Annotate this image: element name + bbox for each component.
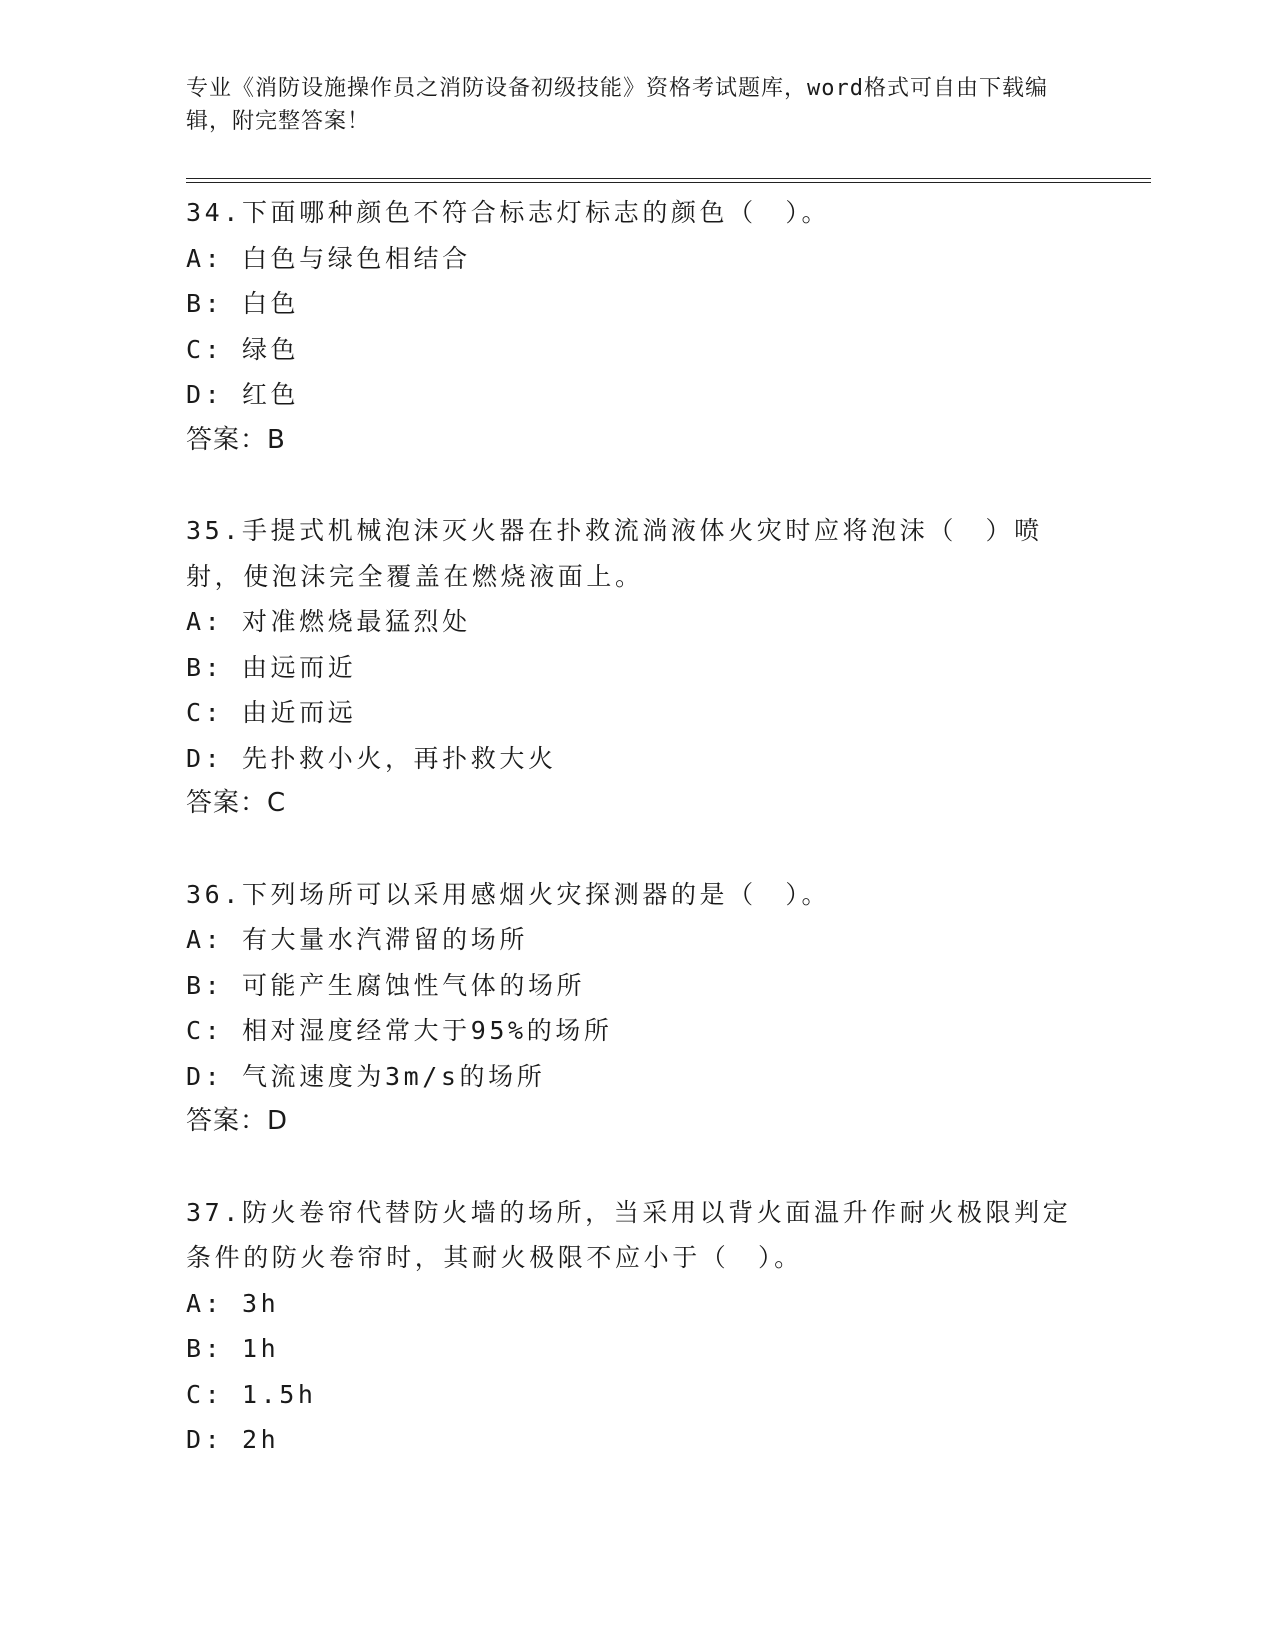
question-36 [186, 872, 1086, 1145]
option-d: D: 气流速度为3m/s的场所 [186, 1061, 546, 1091]
option-b: B: 可能产生腐蚀性气体的场所 [186, 970, 586, 1000]
question-35 [186, 508, 1086, 827]
question-34 [186, 190, 1086, 463]
option-b: B: 白色 [186, 289, 300, 318]
answer: 答案：C [186, 788, 287, 818]
option-a: A: 白色与绿色相结合 [186, 243, 471, 273]
option-d: D: 2h [186, 1425, 280, 1454]
option-a: A: 3h [186, 1288, 280, 1318]
question-stem: 36.下列场所可以采用感烟火灾探测器的是（ ）。 [186, 879, 831, 909]
answer: 答案：D [186, 1106, 289, 1136]
option-c: C: 绿色 [186, 334, 300, 364]
header-divider [186, 178, 1151, 183]
answer: 答案：B [186, 424, 286, 455]
document-header: 专业《消防设施操作员之消防设备初级技能》资格考试题库，word格式可自由下载编辑，附完整答案！ [186, 76, 1048, 134]
option-a: A: 对准燃烧最猛烈处 [186, 607, 471, 636]
question-stem: 35.手提式机械泡沫灭火器在扑救流淌液体火灾时应将泡沫（ ）喷射，使泡沫完全覆盖在燃烧液面上。 [186, 516, 1043, 591]
question-37 [186, 1190, 1086, 1463]
option-d: D: 红色 [186, 380, 300, 409]
option-c: C: 1.5h [186, 1379, 317, 1409]
question-stem: 34.下面哪种颜色不符合标志灯标志的颜色（ ）。 [186, 198, 831, 227]
question-stem: 37.防火卷帘代替防火墙的场所，当采用以背火面温升作耐火极限判定条件的防火卷帘时，其耐火极限不应小于（ ）。 [186, 1197, 1072, 1272]
option-c: C: 相对湿度经常大于95%的场所 [186, 1016, 613, 1045]
question-list [186, 190, 1086, 1508]
option-a: A: 有大量水汽滞留的场所 [186, 925, 528, 954]
option-c: C: 由近而远 [186, 698, 357, 727]
option-b: B: 1h [186, 1334, 280, 1363]
option-d: D: 先扑救小火，再扑救大火 [186, 743, 557, 773]
option-b: B: 由远而近 [186, 652, 357, 682]
